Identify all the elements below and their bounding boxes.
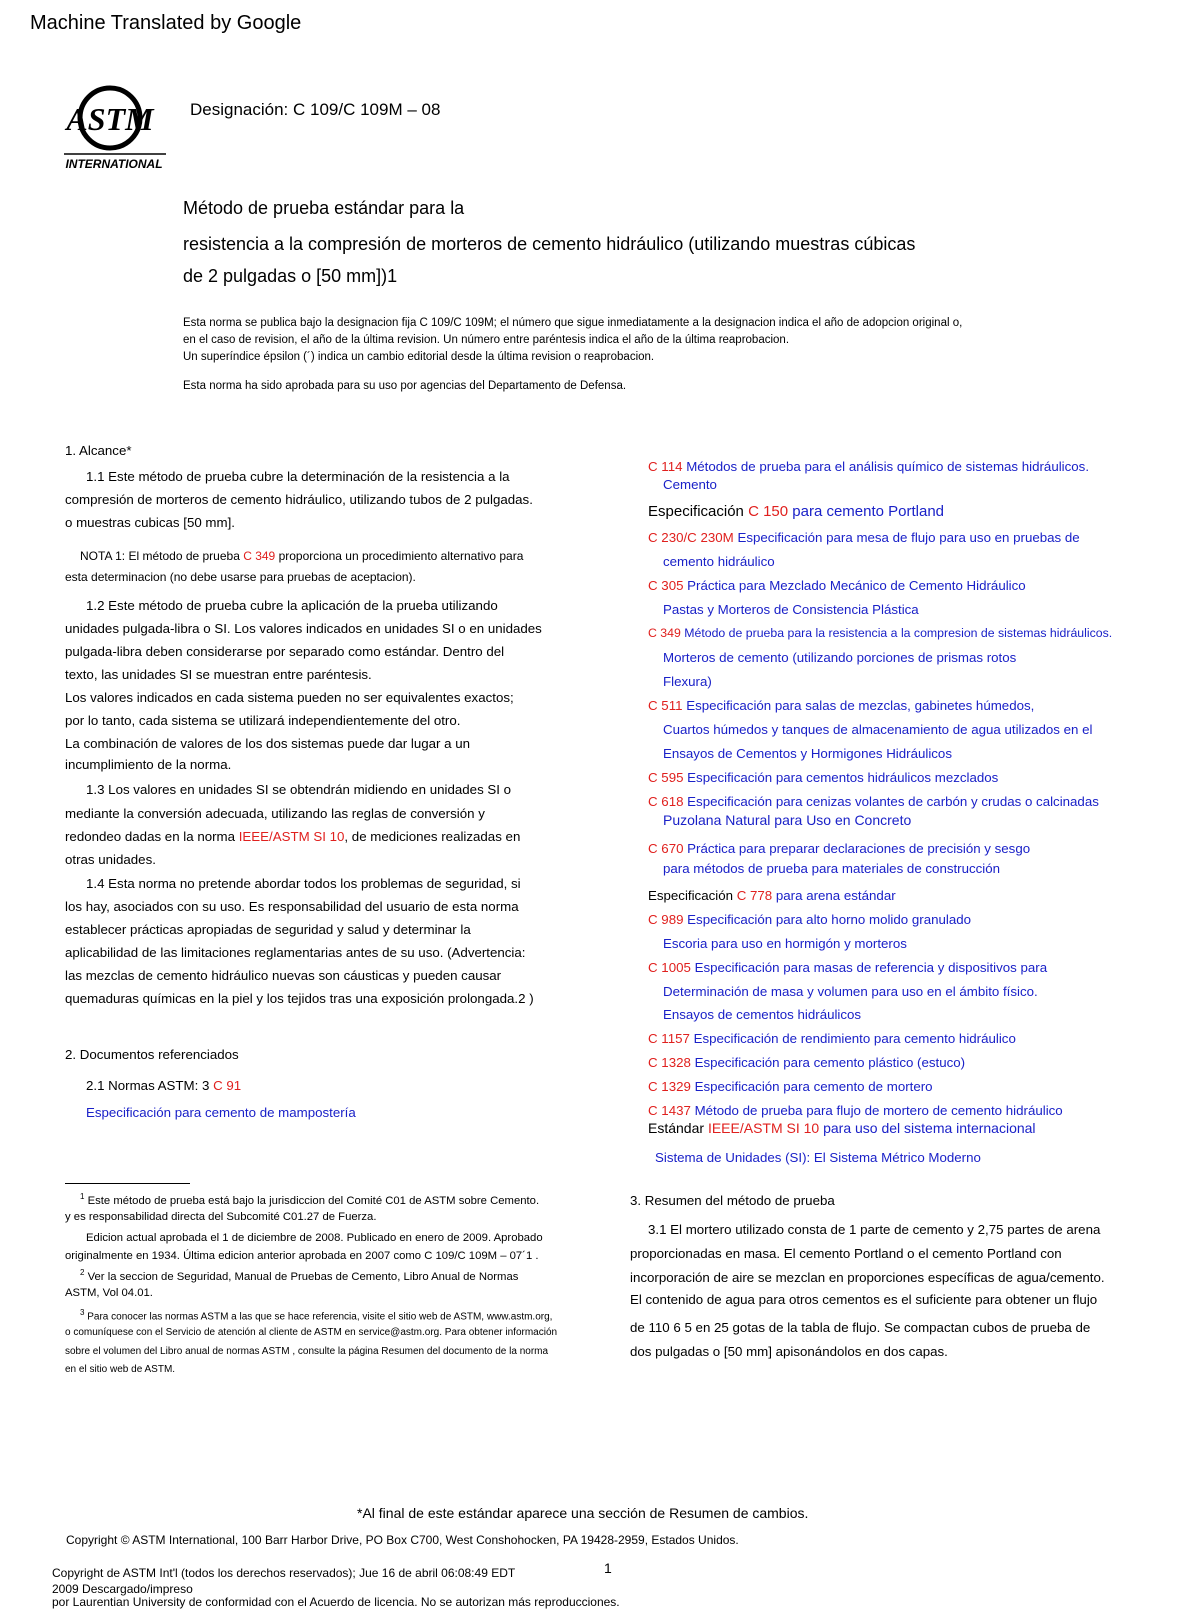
preamble-line-2: en el caso de revision, el año de la última revision. Un número entre paréntesis indica el año de la última reaprobacion. <box>183 334 790 346</box>
ref-code[interactable]: C 778 <box>736 888 773 903</box>
para-1-3-line: 1.3 Los valores en unidades SI se obtendrán midiendo en unidades SI o <box>86 782 512 797</box>
ref-title[interactable]: Especificación para cenizas volantes de carbón y crudas o calcinadas <box>683 794 1099 809</box>
preamble-line-3: Un superíndice épsilon (´) indica un cambio editorial desde la última revision o reaprobacion. <box>183 351 655 363</box>
ref-code[interactable]: C 989 <box>648 912 684 927</box>
ref-code[interactable]: C 230/C 230M <box>648 530 734 545</box>
para-1-2-line: La combinación de valores de los dos sistemas puede dar lugar a un <box>65 736 471 751</box>
ref-prefix: Estándar <box>648 1120 708 1136</box>
ref-title[interactable]: Práctica para preparar declaraciones de precisión y sesgo <box>683 841 1031 856</box>
footnote-1-line: y es responsabilidad directa del Subcomité C01.27 de Fuerza. <box>65 1211 377 1223</box>
ref-title[interactable]: Práctica para Mezclado Mecánico de Cemento Hidráulico <box>683 578 1026 593</box>
ref-c91-title[interactable]: Especificación para cemento de mampostería <box>86 1105 356 1120</box>
para-1-3-line: otras unidades. <box>65 852 156 867</box>
ref-title-cont[interactable]: Cuartos húmedos y tanques de almacenamiento de agua utilizados en el <box>663 722 1093 737</box>
para-1-2-line: Los valores indicados en cada sistema pueden no ser equivalentes exactos; <box>65 690 514 705</box>
ref-item[interactable] <box>648 1103 1063 1118</box>
para-1-4-line: 1.4 Esta norma no pretende abordar todos los problemas de seguridad, si <box>86 876 521 891</box>
note-1 <box>80 549 523 563</box>
ref-title[interactable]: Especificación para masas de referencia y dispositivos para <box>690 960 1048 975</box>
preamble-line-4: Esta norma ha sido aprobada para su uso por agencias del Departamento de Defensa. <box>183 380 627 392</box>
para-1-3-line <box>65 829 520 844</box>
title-line-3: de 2 pulgadas o [50 mm])1 <box>183 266 398 286</box>
ref-title[interactable]: Especificación para alto horno molido granulado <box>683 912 972 927</box>
footnote-2-line: ASTM, Vol 04.01. <box>65 1287 153 1299</box>
ref-title[interactable]: Especificación para cemento de mortero <box>690 1079 933 1094</box>
para-1-1-line: 1.1 Este método de prueba cubre la determinación de la resistencia a la <box>86 469 510 484</box>
ref-item[interactable] <box>648 912 971 927</box>
para-1-4-line: las mezclas de cemento hidráulico nuevas son cáusticas y pueden causar <box>65 968 502 983</box>
ref-item[interactable] <box>648 503 944 520</box>
footnote-2 <box>80 1268 518 1283</box>
ref-title[interactable]: Especificación de rendimiento para cemento hidráulico <box>689 1031 1016 1046</box>
para-3-1-line: proporcionadas en masa. El cemento Portland o el cemento Portland con <box>630 1246 1062 1261</box>
ref-title-cont[interactable]: Puzolana Natural para Uso en Concreto <box>663 812 912 828</box>
ref-item[interactable] <box>648 1120 1036 1136</box>
para-1-3-line: mediante la conversión adecuada, utilizando las reglas de conversión y <box>65 806 485 821</box>
note-1-line-2: esta determinacion (no debe usarse para pruebas de aceptacion). <box>65 570 416 584</box>
ref-title-cont[interactable]: Determinación de masa y volumen para uso en el ámbito físico. <box>663 984 1038 999</box>
ref-item[interactable] <box>648 698 1034 713</box>
ref-title[interactable]: Método de prueba para la resistencia a la compresion de sistemas hidráulicos. <box>680 626 1113 640</box>
para-1-4-line: los hay, asociados con su uso. Es responsabilidad del usuario de esta norma <box>65 899 519 914</box>
ref-title[interactable]: Especificación para salas de mezclas, gabinetes húmedos, <box>682 698 1035 713</box>
para-1-2-line: pulgada-libra deben considerarse por separado como estándar. Dentro del <box>65 644 505 659</box>
license-line-2: 2009 Descargado/impreso <box>52 1582 193 1596</box>
ref-code[interactable]: C 1328 <box>648 1055 691 1070</box>
ref-title-cont[interactable]: Sistema de Unidades (SI): El Sistema Métrico Moderno <box>655 1150 981 1165</box>
para-1-2-line: 1.2 Este método de prueba cubre la aplicación de la prueba utilizando <box>86 598 498 613</box>
para-1-3-text: , de mediciones realizadas en <box>344 829 521 844</box>
ref-code[interactable]: C 305 <box>648 578 684 593</box>
footnote-3-line: en el sitio web de ASTM. <box>65 1364 176 1375</box>
ref-code[interactable]: C 114 <box>648 459 683 474</box>
ref-prefix: Especificación <box>648 503 749 520</box>
ref-title-cont[interactable]: cemento hidráulico <box>663 554 775 569</box>
ref-item[interactable] <box>648 1079 933 1094</box>
ref-link-ieee-si10[interactable]: IEEE/ASTM SI 10 <box>238 829 345 844</box>
para-2-1 <box>86 1078 241 1093</box>
ref-title-cont[interactable]: para métodos de prueba para materiales de construcción <box>663 861 1001 876</box>
footnote-3-number: 3 <box>80 1308 85 1317</box>
license-line-3: por Laurentian University de conformidad con el Acuerdo de licencia. No se autorizan más reproducciones. <box>52 1595 620 1609</box>
machine-translation-banner: Machine Translated by Google <box>30 12 302 34</box>
note-1-text: proporciona un procedimiento alternativo para <box>275 549 524 563</box>
ref-title-cont[interactable]: Escoria para uso en hormigón y morteros <box>663 936 907 951</box>
ref-item[interactable] <box>648 960 1047 975</box>
footnote-1-number: 1 <box>80 1192 85 1201</box>
astm-logo <box>62 80 172 175</box>
para-1-1-line: compresión de morteros de cemento hidráulico, utilizando tubos de 2 pulgadas. <box>65 492 533 507</box>
para-3-1-line: 3.1 El mortero utilizado consta de 1 parte de cemento y 2,75 partes de arena <box>648 1222 1101 1237</box>
footnote-1-line: Edicion actual aprobada el 1 de diciembre de 2008. Publicado en enero de 2009. Aprobado <box>86 1232 543 1244</box>
para-1-4-line: aplicabilidad de las limitaciones reglamentarias antes de su uso. (Advertencia: <box>65 945 526 960</box>
ref-code[interactable]: C 1329 <box>648 1079 691 1094</box>
copyright-line: Copyright © ASTM International, 100 Barr Harbor Drive, PO Box C700, West Conshohocken, PA 19428-2959, Estados Unidos. <box>66 1533 739 1547</box>
footnote-3-line: sobre el volumen del Libro anual de normas ASTM , consulte la página Resumen del documento de la norma <box>65 1346 549 1357</box>
preamble-line-1: Esta norma se publica bajo la designacion fija C 109/C 109M; el número que sigue inmediatamente a la designacion indica el año de adopcion original o, <box>183 317 963 329</box>
ref-title[interactable]: Especificación para mesa de flujo para uso en pruebas de <box>733 530 1080 545</box>
ref-prefix: Especificación <box>648 888 737 903</box>
ref-title-cont[interactable]: Morteros de cemento (utilizando porciones de prismas rotos <box>663 650 1017 665</box>
footnote-1-text: Este método de prueba está bajo la jurisdiccion del Comité C01 de ASTM sobre Cemento. <box>87 1194 540 1207</box>
section-2-heading: 2. Documentos referenciados <box>65 1047 239 1062</box>
para-2-1-text: 2.1 Normas ASTM: 3 <box>86 1078 214 1093</box>
footnote-2-text: Ver la seccion de Seguridad, Manual de Pruebas de Cemento, Libro Anual de Normas <box>87 1270 519 1283</box>
ref-code[interactable]: C 1437 <box>648 1103 691 1118</box>
ref-title[interactable]: Especificación para cementos hidráulicos mezclados <box>683 770 999 785</box>
ref-code[interactable]: C 349 <box>648 626 681 640</box>
ref-title-cont[interactable]: Ensayos de cementos hidráulicos <box>663 1007 862 1022</box>
ref-title-cont[interactable]: Ensayos de Cementos y Hormigones Hidráulicos <box>663 746 952 761</box>
ref-title[interactable]: Métodos de prueba para el análisis químico de sistemas hidráulicos. <box>682 459 1090 474</box>
ref-link-c349[interactable]: C 349 <box>243 549 276 563</box>
para-3-1-line: de 110 6 5 en 25 gotas de la tabla de flujo. Se compactan cubos de prueba de <box>630 1320 1091 1335</box>
ref-code[interactable]: C 595 <box>648 770 684 785</box>
ref-title[interactable]: para cemento Portland <box>788 503 945 520</box>
footnote-3-text: Para conocer las normas ASTM a las que se hace referencia, visite el sitio web de ASTM, www.astm.org, <box>87 1311 553 1323</box>
ref-title[interactable]: para uso del sistema internacional <box>819 1120 1036 1136</box>
ref-item[interactable] <box>648 841 1030 856</box>
footnote-2-number: 2 <box>80 1268 85 1277</box>
ref-title-cont[interactable]: Flexura) <box>663 674 712 689</box>
ref-code[interactable]: C 511 <box>648 698 683 713</box>
para-1-2-line: texto, las unidades SI se muestran entre paréntesis. <box>65 667 372 682</box>
ref-item[interactable] <box>648 530 1080 545</box>
para-1-4-line: establecer prácticas apropiadas de seguridad y salud y determinar la <box>65 922 471 937</box>
note-1-text: NOTA 1: El método de prueba <box>80 549 244 563</box>
ref-item[interactable] <box>648 459 1089 474</box>
summary-of-changes-note: *Al final de este estándar aparece una sección de Resumen de cambios. <box>357 1505 809 1521</box>
ref-code[interactable]: C 150 <box>748 503 789 520</box>
para-1-2-line: unidades pulgada-libra o SI. Los valores indicados en unidades SI o en unidades <box>65 621 542 636</box>
para-3-1-line: El contenido de agua para otros cementos es el suficiente para obtener un flujo <box>630 1292 1098 1307</box>
ref-code[interactable]: C 670 <box>648 841 684 856</box>
designation: Designación: C 109/C 109M – 08 <box>190 100 441 119</box>
footnote-divider <box>65 1183 190 1184</box>
footnote-3 <box>80 1308 552 1322</box>
para-3-1-line: incorporación de aire se mezclan en proporciones específicas de agua/cemento. <box>630 1270 1105 1285</box>
ref-link-c91[interactable]: C 91 <box>213 1078 242 1093</box>
para-1-2-line: incumplimiento de la norma. <box>65 757 232 772</box>
ref-item[interactable] <box>648 578 1026 593</box>
section-1-heading: 1. Alcance* <box>65 443 132 458</box>
para-1-1-line: o muestras cubicas [50 mm]. <box>65 515 235 530</box>
para-3-1-line: dos pulgadas o [50 mm] apisonándolos en dos capas. <box>630 1344 948 1359</box>
ref-item[interactable] <box>648 888 896 903</box>
logo-bottom-text: INTERNATIONAL <box>65 157 163 171</box>
para-1-4-line: quemaduras químicas en la piel y los tejidos tras una exposición prolongada.2 ) <box>65 991 534 1006</box>
ref-item[interactable] <box>648 1031 1016 1046</box>
ref-item[interactable] <box>648 770 998 785</box>
ref-code[interactable]: C 1005 <box>648 960 691 975</box>
license-line-1: Copyright de ASTM Int'l (todos los derechos reservados); Jue 16 de abril 06:08:49 EDT <box>52 1566 516 1580</box>
ref-item[interactable] <box>648 1055 965 1070</box>
ref-item[interactable] <box>648 626 1112 640</box>
section-3-heading: 3. Resumen del método de prueba <box>630 1193 835 1208</box>
ref-code[interactable]: C 1157 <box>648 1031 690 1046</box>
para-1-2-line: por lo tanto, cada sistema se utilizará independientemente del otro. <box>65 713 461 728</box>
footnote-1-line: originalmente en 1934. Última edicion anterior aprobada en 2007 como C 109/C 109M – 07´1 . <box>65 1250 539 1262</box>
ref-code[interactable]: C 618 <box>648 794 684 809</box>
footnote-3-line: o comuníquese con el Servicio de atención al cliente de ASTM en service@astm.org. Para obtener información <box>65 1327 558 1338</box>
ref-title[interactable]: Especificación para cemento plástico (estuco) <box>690 1055 966 1070</box>
page-number: 1 <box>604 1560 612 1576</box>
ref-title-cont[interactable]: Pastas y Morteros de Consistencia Plástica <box>663 602 919 617</box>
ref-item[interactable] <box>648 794 1099 809</box>
logo-top-text: ASTM <box>66 101 154 137</box>
ref-code[interactable]: IEEE/ASTM SI 10 <box>707 1120 820 1136</box>
para-1-3-text: redondeo dadas en la norma <box>65 829 239 844</box>
footnote-1 <box>80 1192 539 1207</box>
title-line-1: Método de prueba estándar para la <box>183 198 465 218</box>
ref-title[interactable]: Método de prueba para flujo de mortero de cemento hidráulico <box>690 1103 1063 1118</box>
ref-title-cont[interactable]: Cemento <box>663 477 717 492</box>
title-line-2: resistencia a la compresión de morteros de cemento hidráulico (utilizando muestras cúbicas <box>183 234 916 254</box>
ref-title[interactable]: para arena estándar <box>772 888 896 903</box>
